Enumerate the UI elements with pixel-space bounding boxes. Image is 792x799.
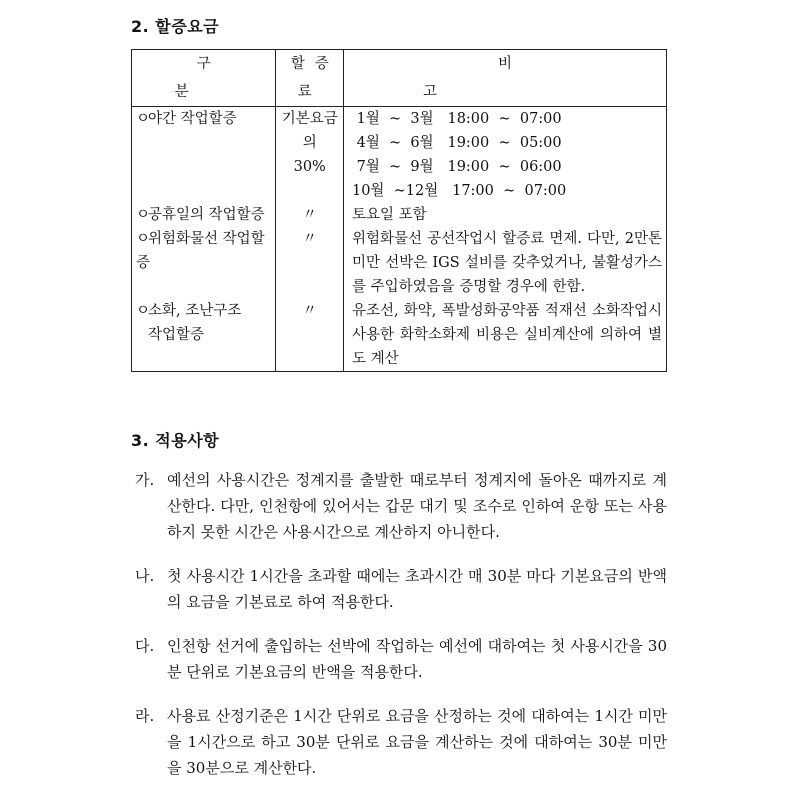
item-text: 인천항 선거에 출입하는 선박에 작업하는 예선에 대하여는 첫 사용시간을 30분 단위로 기본요금의 반액을 적용한다. — [167, 637, 667, 681]
list-item — [135, 703, 667, 781]
cell-rate: 〃 — [276, 203, 344, 227]
application-rules-list — [135, 467, 667, 799]
item-text: 첫 사용시간 1시간을 초과할 때에는 초과시간 매 30분 마다 기본요금의 반액의 요금을 기본료로 하여 적용한다. — [167, 567, 667, 611]
header-rate: 할증료 — [276, 50, 344, 107]
time-range: 4월 ~ 6월 19:00 ~ 05:00 — [351, 135, 562, 151]
list-item — [135, 467, 667, 545]
table-header-row — [132, 50, 667, 107]
cell-remark: 토요일 포함 — [343, 203, 666, 227]
item-marker: 라. — [135, 707, 155, 725]
section-2-heading: 2. 할증요금 — [131, 17, 220, 36]
cell-category: ㅇ야간 작업할증 — [132, 107, 276, 204]
cell-rate: 기본요금의 30% — [276, 107, 344, 204]
bullet-icon: ㅇ — [136, 207, 151, 223]
cell-rate: 〃 — [276, 299, 344, 372]
item-marker: 나. — [135, 567, 155, 585]
section-3-heading: 3. 적용사항 — [131, 431, 220, 450]
table-row-firefighting — [132, 299, 667, 372]
item-marker: 가. — [135, 471, 155, 489]
time-range: 1월 ~ 3월 18:00 ~ 07:00 — [351, 111, 562, 127]
time-range: 7월 ~ 9월 19:00 ~ 06:00 — [351, 159, 562, 175]
item-marker: 다. — [135, 637, 155, 655]
cell-remark: 위험화물선 공선작업시 할증료 면제. 다만, 2만톤 미만 선박은 IGS 설비를 갖추었거나, 불활성가스를 주입하였음을 증명할 경우에 한함. — [343, 227, 666, 299]
cell-rate: 〃 — [276, 227, 344, 299]
table-row-hazard — [132, 227, 667, 299]
surcharge-table — [131, 49, 667, 372]
list-item — [135, 633, 667, 685]
item-text: 예선의 사용시간은 정계지를 출발한 때로부터 정계지에 돌아온 때까지로 계산한다. 다만, 인천항에 있어서는 갑문 대기 및 조수로 인하여 운항 또는 사용하지 못한 시간은 사용시간으로 계산하지 아니한다. — [167, 471, 667, 541]
table-row-holiday — [132, 203, 667, 227]
cell-category: ㅇ소화, 조난구조 작업할증 — [132, 299, 276, 372]
cell-category: ㅇ위험화물선 작업할증 — [132, 227, 276, 299]
table-row-night — [132, 107, 667, 204]
time-range: 10월 ~12월 17:00 ~ 07:00 — [351, 183, 567, 199]
item-text: 사용료 산정기준은 1시간 단위로 요금을 산정하는 것에 대하여는 1시간 미만을 1시간으로 하고 30분 단위로 요금을 계산하는 것에 대하여는 30분 미만을 30분으로 계산한다. — [167, 707, 667, 777]
cell-remark: 유조선, 화약, 폭발성화공약품 적재선 소화작업시 사용한 화학소화제 비용은 실비계산에 의하여 별도 계산 — [343, 299, 666, 372]
bullet-icon: ㅇ — [136, 303, 151, 319]
header-category: 구분 — [132, 50, 276, 107]
cell-category: ㅇ공휴일의 작업할증 — [132, 203, 276, 227]
header-remark: 비고 — [343, 50, 666, 107]
cell-remark — [343, 107, 666, 204]
bullet-icon: ㅇ — [136, 111, 151, 127]
bullet-icon: ㅇ — [136, 231, 151, 247]
list-item — [135, 563, 667, 615]
